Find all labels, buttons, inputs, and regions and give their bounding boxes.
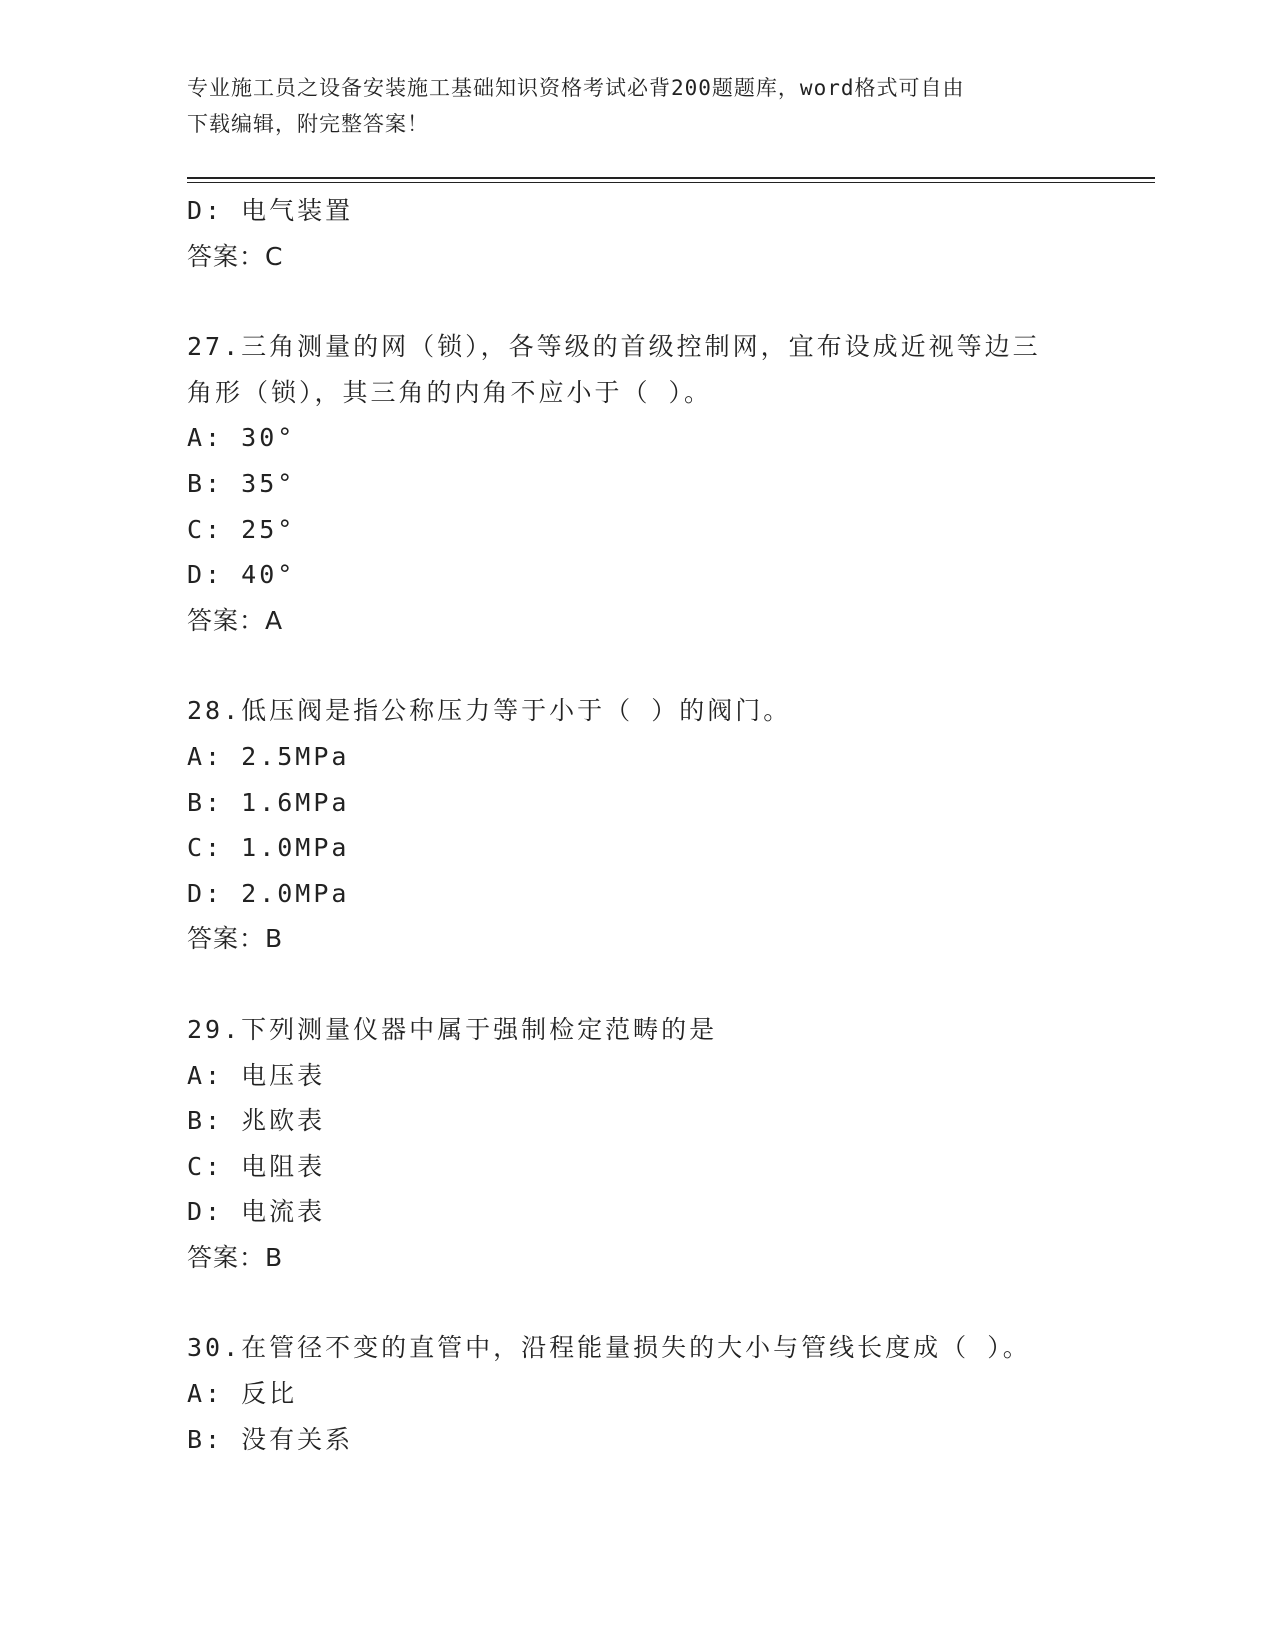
question-28 [187,688,1117,962]
header-rule-thick [187,177,1155,179]
option-d: D: 电气装置 [187,196,354,225]
question-29 [187,1007,1117,1281]
spacer [187,1280,1117,1325]
question-30 [187,1325,1117,1462]
spacer [187,279,1117,324]
question-stem-line-1: 30.在管径不变的直管中，沿程能量损失的大小与管线长度成（ ）。 [187,1333,1031,1363]
answer-line: 答案：C [187,241,284,271]
option-a: A: 电压表 [187,1060,326,1090]
document-header [187,70,1087,142]
question-stem-line-1: 29.下列测量仪器中属于强制检定范畴的是 [187,1014,718,1044]
option-b: B: 1.6MPa [187,787,350,817]
option-d: D: 2.0MPa [187,878,350,908]
previous-question-tail [187,188,1117,279]
question-list [187,188,1117,1462]
question-27 [187,324,1117,643]
header-line-2: 下载编辑，附完整答案！ [187,112,429,136]
option-b: B: 兆欧表 [187,1106,326,1136]
option-a: A: 30° [187,423,296,453]
spacer [187,643,1117,688]
answer-line: 答案：B [187,924,284,954]
option-a: A: 2.5MPa [187,741,350,771]
option-c: C: 电阻表 [187,1151,326,1181]
question-stem-line-1: 28.低压阀是指公称压力等于小于（ ）的阀门。 [187,696,792,726]
option-d: D: 40° [187,560,296,590]
answer-line: 答案：A [187,605,284,635]
option-c: C: 1.0MPa [187,833,350,863]
question-stem-line-2: 角形（锁），其三角的内角不应小于（ ）。 [187,377,713,407]
option-d: D: 电流表 [187,1197,326,1227]
header-line-1: 专业施工员之设备安装施工基础知识资格考试必背200题题库，word格式可自由 [187,76,965,100]
option-b: B: 35° [187,468,296,498]
question-stem-line-1: 27.三角测量的网（锁），各等级的首级控制网，宜布设成近视等边三 [187,332,1041,362]
option-b: B: 没有关系 [187,1424,354,1454]
spacer [187,962,1117,1007]
header-rule-thin [187,182,1155,183]
option-a: A: 反比 [187,1379,298,1409]
answer-line: 答案：B [187,1242,284,1272]
option-c: C: 25° [187,514,296,544]
